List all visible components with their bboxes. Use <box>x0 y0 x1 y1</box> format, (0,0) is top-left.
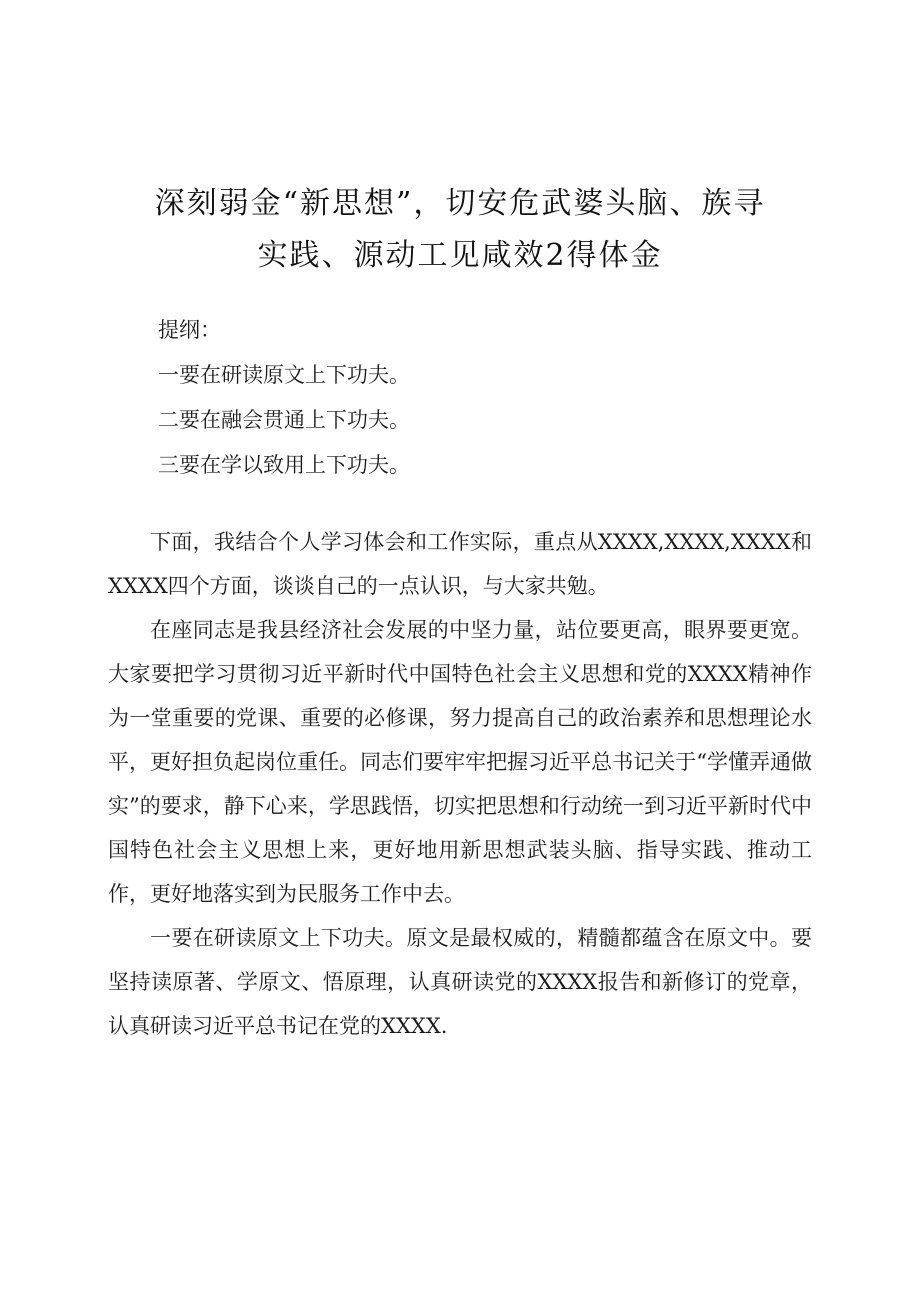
body-paragraph-2: 在座同志是我县经济社会发展的中坚力量，站位要更高，眼界要更宽。大家要把学习贯彻习近平新时代中国特色社会主义思想和党的XXXX精神作为一堂重要的党课、重要的必修课，努力提高自己的政治素养和思想理论水平，更好担负起岗位重任。同志们要牢牢把握习近平总书记关于“学懂弄通做实”的要求，静下心来，学思践悟，切实把思想和行动统一到习近平新时代中国特色社会主义思想上来，更好地用新思想武装头脑、指导实践、推动工作，更好地落实到为民服务工作中去。 <box>108 618 812 906</box>
title-line-1: 深刻弱金“新思想”，切安危武婆头脑、族寻 <box>154 186 766 221</box>
document-title <box>100 178 820 282</box>
outline-item-2: 二要在融会贯通上下功夫。 <box>158 408 410 432</box>
document-body <box>108 520 812 1048</box>
outline-label: 提纲： <box>158 318 221 342</box>
body-paragraph-1: 下面，我结合个人学习体会和工作实际，重点从XXXX,XXXX,XXXX和XXXX四个方面，谈谈自己的一点认识，与大家共勉。 <box>108 530 812 598</box>
outline-section <box>158 308 808 488</box>
title-line-2: 实践、源动工见咸效2得体金 <box>257 238 663 273</box>
outline-item-1: 一要在研读原文上下功夫。 <box>158 363 410 387</box>
outline-item-3: 三要在学以致用上下功夫。 <box>158 453 410 477</box>
body-paragraph-3: 一要在研读原文上下功夫。原文是最权威的，精髓都蕴含在原文中。要坚持读原著、学原文、悟原理，认真研读党的XXXX报告和新修订的党章，认真研读习近平总书记在党的XXXX. <box>108 926 812 1038</box>
